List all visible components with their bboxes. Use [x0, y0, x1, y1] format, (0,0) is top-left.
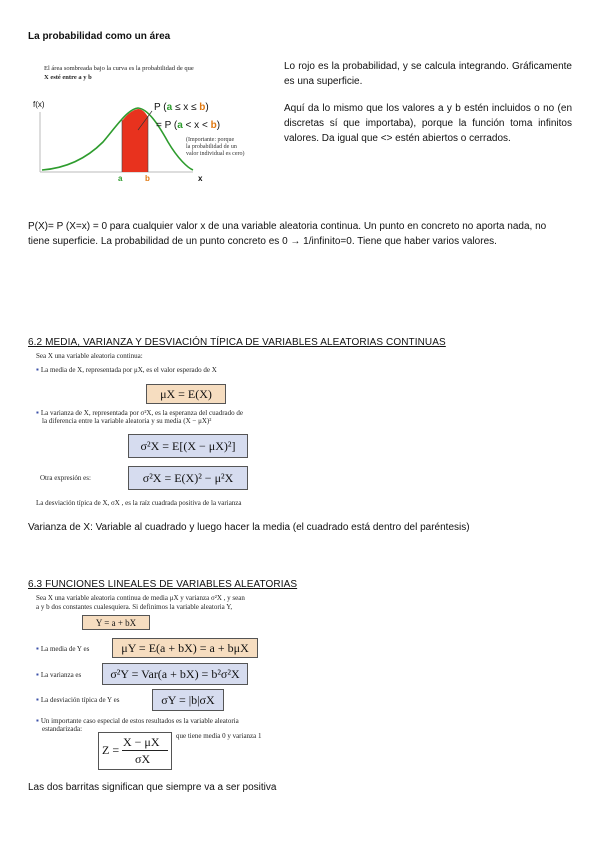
probability-area-figure [28, 62, 278, 190]
formula-mean-y: μY = E(a + bX) = a + bμX [112, 638, 258, 658]
s62-bullet-variance-1: ▪ La varianza de X, representada por σ²X, es la esperanza del cuadrado de [36, 408, 243, 417]
figure-caption-line1: El área sombreada bajo la curva es la probabilidad de que [44, 65, 194, 72]
bullet-icon: ▪ [36, 695, 41, 704]
prob-expression-2: = P (a < x < b) [156, 120, 221, 131]
figure-note-1: (Importante: porque [186, 137, 235, 143]
normal-curve-svg [28, 62, 278, 190]
figure-note-3: valor individual es cero) [186, 151, 245, 157]
axis-label-x: x [198, 174, 203, 183]
fraction-bar [122, 750, 168, 751]
formula-variance-x: σ²X = E[(X − μX)²] [128, 434, 248, 458]
formula-z-left: Z = [102, 743, 120, 757]
formula-sd-y: σY = |b|σX [152, 689, 224, 711]
section-6-3-heading: 6.3 FUNCIONES LINEALES DE VARIABLES ALEATORIAS [28, 579, 298, 590]
formula-variance-y: σ²Y = Var(a + bX) = b²σ²X [102, 663, 248, 685]
bullet-icon: ▪ [36, 670, 41, 679]
s62-bullet-variance-2: la diferencia entre la variable aleatoria y su media (X − μX)² [42, 417, 212, 425]
formula-z [98, 732, 172, 770]
section-6-3-caption: Las dos barritas significan que siempre va a ser positiva [28, 782, 277, 793]
section-6-3-scan [28, 592, 328, 772]
density-curve [42, 108, 193, 170]
s62-other-expression-label: Otra expresión es: [40, 474, 91, 482]
s62-sd-text: La desviación típica de X, σX , es la raíz cuadrada positiva de la varianza [36, 499, 242, 507]
right-paragraph-2: Aquí da lo mismo que los valores a y b estén incluidos o no (en discretas sí que importaba), porque la función toma infinitos valores. Da igual que <> estén abiertos o cerrados. [284, 103, 572, 144]
formula-z-denominator: σX [135, 752, 151, 766]
fx-axis-label: f(x) [33, 100, 45, 109]
s62-intro: Sea X una variable aleatoria continua: [36, 352, 143, 360]
s62-bullet-mean: ▪ La media de X, representada por μX, es el valor esperado de X [36, 365, 217, 374]
shaded-probability-area [122, 109, 148, 172]
figure-note-2: la probabilidad de un [186, 144, 237, 150]
bullet-icon: ▪ [36, 716, 41, 725]
s63-mean-label: ▪ La media de Y es [36, 644, 90, 653]
formula-z-numerator: X − μX [123, 735, 160, 749]
prob-expression-1: P (a ≤ x ≤ b) [154, 102, 209, 113]
figure-caption-line2: X esté entre a y b [44, 74, 92, 81]
s63-standardized-1: ▪ Un importante caso especial de estos resultados es la variable aleatoria [36, 716, 239, 725]
s63-z-note: que tiene media 0 y varianza 1 [176, 732, 262, 740]
page-title: La probabilidad como un área [28, 31, 171, 42]
s63-standardized-2: estandarizada: [42, 725, 83, 733]
bullet-icon: ▪ [36, 408, 41, 417]
point-probability-paragraph: P(X)= P (X=x) = 0 para cualquier valor x de una variable aleatoria continua. Un punto en concreto no aporta nada, no tiene superficie. La probabilidad de un punto concreto es 0 → 1/infinito=0. Tiene que haber varios valores. [28, 221, 547, 247]
section-6-2-scan [28, 350, 328, 515]
axis-label-a: a [118, 174, 123, 183]
s63-variance-label: ▪ La varianza es [36, 670, 82, 679]
formula-mean-x: μX = E(X) [146, 384, 226, 404]
formula-variance-x-alt: σ²X = E(X)² − μ²X [128, 466, 248, 490]
right-paragraph-1: Lo rojo es la probabilidad, y se calcula integrando. Gráficamente es una superficie. [284, 61, 572, 87]
s63-intro-1: Sea X una variable aleatoria continua de media μX y varianza σ²X , y sean [36, 594, 245, 602]
section-6-2-heading: 6.2 MEDIA, VARIANZA Y DESVIACIÓN TÍPICA DE VARIABLES ALEATORIAS CONTINUAS [28, 337, 446, 348]
s63-sd-label: ▪ La desviación típica de Y es [36, 695, 120, 704]
bullet-icon: ▪ [36, 644, 41, 653]
bullet-icon: ▪ [36, 365, 41, 374]
section-6-2-caption: Varianza de X: Variable al cuadrado y luego hacer la media (el cuadrado está dentro del paréntesis) [28, 522, 470, 533]
s63-intro-2: a y b dos constantes cualesquiera. Si definimos la variable aleatoria Y, [36, 603, 233, 611]
axis-label-b: b [145, 174, 150, 183]
formula-y-definition: Y = a + bX [82, 615, 150, 630]
